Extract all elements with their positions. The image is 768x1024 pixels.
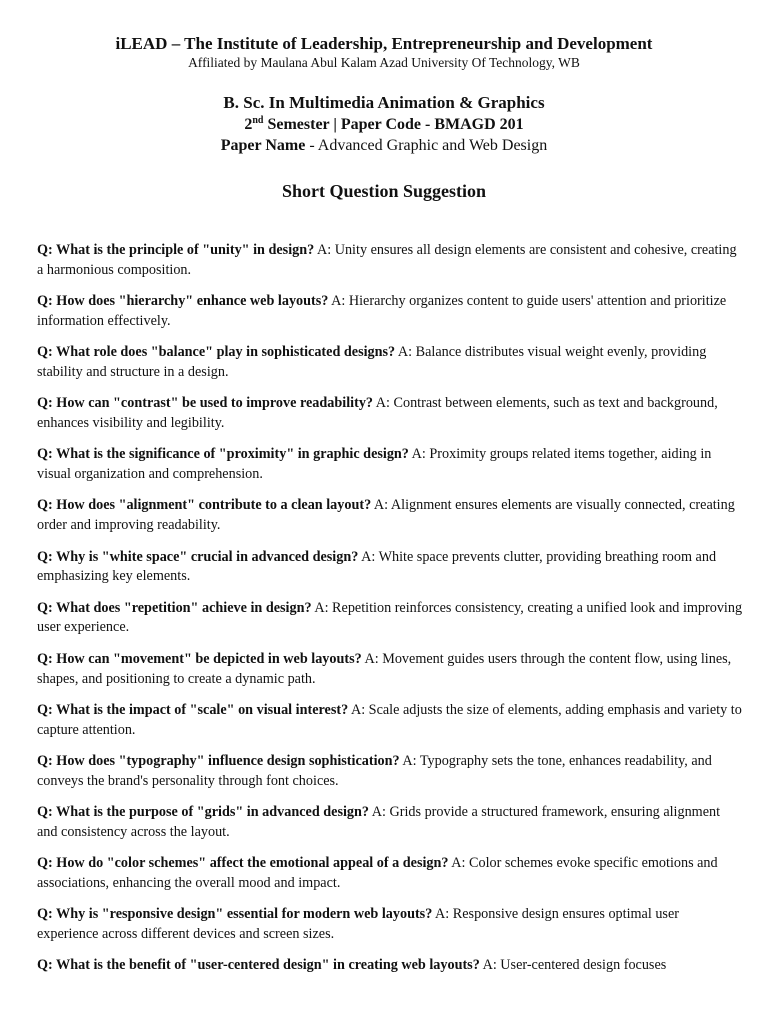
question-item bbox=[37, 548, 743, 599]
semester-suffix: nd bbox=[252, 115, 264, 126]
question-item bbox=[37, 701, 743, 752]
question-item bbox=[37, 496, 743, 547]
answer-text: A: Proximity groups related items together, aiding in visual organization and comprehension. bbox=[37, 446, 712, 483]
question-text: Q: How does "typography" influence design sophistication? bbox=[37, 752, 400, 769]
answer-text: A: Typography sets the tone, enhances readability, and conveys the brand's personality through font choices. bbox=[37, 752, 712, 789]
question-item bbox=[37, 599, 743, 650]
question-item bbox=[37, 803, 743, 854]
course-title: B. Sc. In Multimedia Animation & Graphics bbox=[223, 93, 545, 112]
answer-text: A: Unity ensures all design elements are consistent and cohesive, creating a harmonious composition. bbox=[37, 242, 737, 278]
semester-line bbox=[0, 115, 768, 135]
question-text: Q: How can "contrast" be used to improve readability? bbox=[37, 395, 374, 412]
paper-name-label: Paper Name bbox=[220, 137, 306, 154]
answer-text: A: Grids provide a structured framework, ensuring alignment and consistency across the layout. bbox=[37, 804, 721, 840]
question-item bbox=[37, 292, 743, 343]
question-text: Q: How does "alignment" contribute to a clean layout? bbox=[37, 497, 372, 514]
answer-text: A: Responsive design ensures optimal user experience across different devices and screen sizes. bbox=[37, 906, 679, 943]
answer-text: A: Scale adjusts the size of elements, adding emphasis and variety to capture attention. bbox=[37, 701, 742, 738]
question-item bbox=[37, 445, 743, 496]
question-text: Q: How can "movement" be depicted in web layouts? bbox=[37, 650, 362, 667]
answer-text: A: Hierarchy organizes content to guide users' attention and prioritize information effectively. bbox=[37, 293, 727, 329]
answer-text: A: Balance distributes visual weight evenly, providing stability and structure in a design. bbox=[37, 344, 707, 380]
semester-paper-code: Semester | Paper Code - BMAGD 201 bbox=[263, 116, 524, 133]
question-list bbox=[37, 241, 743, 1007]
question-item bbox=[37, 854, 743, 905]
answer-text: A: Alignment ensures elements are visually connected, creating order and improving readability. bbox=[37, 497, 735, 534]
institute-title: iLEAD – The Institute of Leadership, Entrepreneurship and Development bbox=[115, 34, 653, 53]
question-text: Q: What is the significance of "proximity" in graphic design? bbox=[37, 446, 409, 463]
question-item bbox=[37, 241, 743, 292]
question-item bbox=[37, 650, 743, 701]
question-text: Q: What is the purpose of "grids" in advanced design? bbox=[37, 804, 369, 821]
question-item bbox=[37, 956, 743, 1007]
answer-text: A: Movement guides users through the content flow, using lines, shapes, and positioning to create a dynamic path. bbox=[37, 650, 732, 687]
question-text: Q: What role does "balance" play in sophisticated designs? bbox=[37, 344, 396, 361]
paper-name-value: - Advanced Graphic and Web Design bbox=[305, 137, 548, 154]
question-text: Q: How does "hierarchy" enhance web layouts? bbox=[37, 293, 329, 310]
answer-text: A: White space prevents clutter, providing breathing room and emphasizing key elements. bbox=[37, 548, 717, 585]
question-text: Q: What is the principle of "unity" in design? bbox=[37, 242, 315, 258]
affiliation-line: Affiliated by Maulana Abul Kalam Azad University Of Technology, WB bbox=[188, 55, 580, 70]
question-text: Q: Why is "responsive design" essential for modern web layouts? bbox=[37, 906, 433, 923]
question-text: Q: What is the impact of "scale" on visual interest? bbox=[37, 701, 349, 718]
paper-name-line bbox=[0, 136, 768, 156]
answer-text: A: Repetition reinforces consistency, creating a unified look and improving user experience. bbox=[37, 599, 743, 636]
answer-text: A: Contrast between elements, such as text and background, enhances visibility and legibility. bbox=[37, 395, 718, 432]
question-text: Q: How do "color schemes" affect the emotional appeal of a design? bbox=[37, 855, 449, 872]
question-text: Q: Why is "white space" crucial in advanced design? bbox=[37, 548, 359, 565]
question-item bbox=[37, 394, 743, 445]
semester-number: 2 bbox=[244, 116, 253, 133]
question-item bbox=[37, 752, 743, 803]
question-item bbox=[37, 343, 743, 394]
question-item bbox=[37, 905, 743, 956]
section-title: Short Question Suggestion bbox=[281, 181, 487, 201]
answer-text: A: User-centered design focuses bbox=[479, 957, 667, 974]
question-text: Q: What is the benefit of "user-centered design" in creating web layouts? bbox=[37, 957, 480, 974]
answer-text: A: Color schemes evoke specific emotions and associations, enhancing the overall mood and impact. bbox=[37, 855, 718, 891]
question-text: Q: What does "repetition" achieve in design? bbox=[37, 599, 312, 616]
